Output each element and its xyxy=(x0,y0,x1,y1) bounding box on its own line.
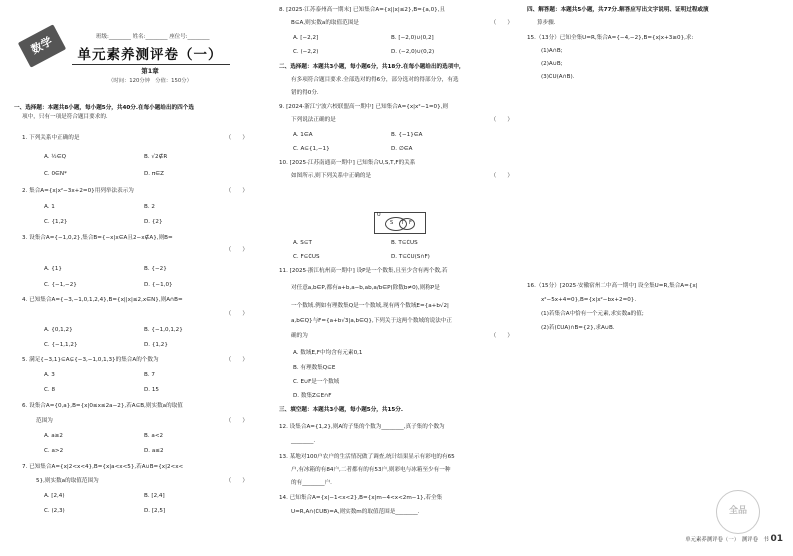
venn-label-f: F xyxy=(409,220,412,226)
option-c: C. 8 xyxy=(44,387,56,393)
option-d: D. {−1,0} xyxy=(144,282,173,288)
question-7-cont: 5},则实数a的取值范围为 xyxy=(36,478,99,484)
option-d: D. (−2,0)∪(0,2) xyxy=(391,49,435,55)
option-b: B. [2,4] xyxy=(144,493,165,499)
section-1-heading: 一、选择题：本题共8小题，每小题5分，共40分.在每小题给出的四个选 xyxy=(14,105,194,111)
answer-paren: （ ） xyxy=(225,135,248,141)
question-8-cont: B⊆A,则实数a的取值范围是 xyxy=(291,20,359,26)
option-d: D. ∅∈A xyxy=(391,146,413,152)
question-11-cont: 确的为 xyxy=(291,333,308,339)
page-number: 01 xyxy=(770,534,783,544)
question-16-cont: x²−5x+4=0},B={x|x²−bx+2=0}. xyxy=(541,297,637,303)
venn-label-t: T xyxy=(401,220,405,226)
answer-paren: （ ） xyxy=(490,173,513,179)
chapter-label: 第1章 xyxy=(141,67,159,75)
question-14: 14. 已知集合A={x|−1<x<2},B={x|m−4<x<2m−1},若全集 xyxy=(279,495,443,501)
answer-paren: （ ） xyxy=(225,418,248,424)
option-c: C. 0∈N* xyxy=(44,171,67,177)
question-16: 16.（15分）[2025·安徽宿州二中高一期中] 设全集U=R,集合A={x| xyxy=(527,283,698,289)
option-b: B. 有理数集Q⊆E xyxy=(293,365,336,371)
page-title: 单元素养测评卷（一） xyxy=(77,47,223,63)
question-14-cont: U=R,A∩(∁UB)=A,则实数m的取值范围是________. xyxy=(291,509,420,515)
option-b: B. [−2,0)∪(0,2] xyxy=(391,35,434,41)
question-15-part-1: (1)A∩B; xyxy=(541,48,563,54)
question-7: 7. 已知集合A={x|2<x<4},B={x|a<x<5},若A∪B={x|2<x< xyxy=(22,464,184,470)
option-d: D. 15 xyxy=(144,387,159,393)
option-d: D. {1,2} xyxy=(144,342,168,348)
question-11: 11. [2025·浙江杭州高一期中] 设P是一个数集,且至少含有两个数,若 xyxy=(279,268,448,274)
title-divider xyxy=(72,64,230,65)
option-a: A. {0,1,2} xyxy=(44,327,73,333)
question-9-cont: 下列说法正确的是 xyxy=(291,117,336,123)
section-3-heading: 三、填空题：本题共3小题，每小题5分，共15分. xyxy=(279,407,403,413)
question-15: 15.（13分）已知全集U=R,集合A={−4,−2},B={x|x+3≥0},求: xyxy=(527,35,694,41)
question-6: 6. 设集合A={0,a},B={x|0≤x≤2a−2},若A⊆B,则实数a的取值 xyxy=(22,403,183,409)
option-a: A. ½∈Q xyxy=(44,154,66,160)
option-d: D. π∈Z xyxy=(144,171,164,177)
venn-label-u: U xyxy=(377,212,381,218)
question-9: 9. [2024·浙江宁波六校联盟高一期中] 已知集合A={x|x²−1=0},则 xyxy=(279,104,449,110)
option-b: B. T⊆∁US xyxy=(391,240,418,246)
section-4-heading-cont: 算步骤. xyxy=(537,20,556,26)
section-2-heading-cont: 有多项符合题目要求.全部选对的得6分，部分选对的得部分分，有选 xyxy=(291,77,459,83)
answer-paren: （ ） xyxy=(490,117,513,123)
answer-paren: （ ） xyxy=(490,333,513,339)
question-8: 8. [2025·江苏泰州高一期末] 已知集合A={x||x|≤2},B={a,0},且 xyxy=(279,7,446,13)
option-c: C. E∪F是一个数域 xyxy=(293,379,340,385)
question-15-part-3: (3)∁U(A∩B). xyxy=(541,74,575,80)
option-b: B. 2 xyxy=(144,204,155,210)
option-b: B. {−2} xyxy=(144,266,167,272)
question-12-cont: ________. xyxy=(291,438,316,444)
option-c: C. {−1,−2} xyxy=(44,282,77,288)
option-d: D. [2,5] xyxy=(144,508,166,514)
option-d: D. a≤2 xyxy=(144,448,164,454)
venn-label-s: S xyxy=(390,220,394,226)
answer-paren: （ ） xyxy=(225,478,248,484)
option-c: C. {1,2} xyxy=(44,219,68,225)
student-info-line: 班级:________ 姓名:________ 座位号:________ xyxy=(96,34,210,40)
option-c: C. F⊆∁US xyxy=(293,254,320,260)
question-16-part-1: (1)若集合A中恰有一个元素,求实数a的值; xyxy=(541,311,644,317)
option-d: D. {2} xyxy=(144,219,163,225)
option-b: B. {−1}∈A xyxy=(391,132,423,138)
question-11-cont: 一个数域.例如有理数集Q是一个数域,现有两个数域E={a+b√2| xyxy=(291,303,449,309)
answer-paren: （ ） xyxy=(225,311,248,317)
page-footer xyxy=(685,533,783,546)
option-b: B. √2∉R xyxy=(144,154,168,160)
section-1-heading-cont: 项中，只有一项是符合题目要求的. xyxy=(22,114,108,120)
question-6-cont: 范围为 xyxy=(36,418,53,424)
question-13-cont: 的有________户. xyxy=(291,480,332,486)
question-13: 13. 某地对100户农户的生活情况做了调查,统计结果显示有彩电的有65 xyxy=(279,454,455,460)
answer-paren: （ ） xyxy=(490,20,513,26)
option-a: A. 3 xyxy=(44,372,55,378)
option-a: A. S⊆T xyxy=(293,240,312,246)
option-c: C. a>2 xyxy=(44,448,64,454)
option-c: C. A⊆{1,−1} xyxy=(293,146,330,152)
answer-paren: （ ） xyxy=(225,357,248,363)
question-1: 1. 下列关系中正确的是 xyxy=(22,135,80,141)
question-11-cont: a,b∈Q}与F={a+b√3|a,b∈Q},下列关于这两个数域的说法中正 xyxy=(291,318,453,324)
option-a: A. 1 xyxy=(44,204,55,210)
question-10: 10. [2025·江苏南通高一期中] 已知集合U,S,T,F的关系 xyxy=(279,160,416,166)
footer-text: 单元素养测评卷（一） 测评卷 书 xyxy=(685,537,769,543)
question-3: 3. 设集合A={−1,0,2},集合B={−x|x∈A且2−x∉A},则B= xyxy=(22,235,173,241)
question-4: 4. 已知集合A={−3,−1,0,1,2,4},B={x||x|≤2,x∈N},则A∩B= xyxy=(22,297,183,303)
question-5: 5. 满足{−3,1}⊆A⊊{−3,−1,0,1,3}的集合A的个数为 xyxy=(22,357,159,363)
option-a: A. [−2,2] xyxy=(293,35,319,41)
question-2: 2. 集合A={x|x²−3x+2=0}用列举法表示为 xyxy=(22,188,134,194)
option-a: A. 数域E,F中均含有元素0,1 xyxy=(293,350,363,356)
question-11-cont: 对任意a,b∈P,都有a+b,a−b,ab,a/b∈P(除数b≠0),则称P是 xyxy=(291,285,440,291)
question-13-cont: 户,有冰箱的有84户,二者都有的有53户,则彩电与冰箱至少有一种 xyxy=(291,467,451,473)
answer-paren: （ ） xyxy=(225,188,248,194)
section-4-heading: 四、解答题：本题共5小题，共77分.解答应写出文字说明、证明过程或演 xyxy=(527,7,709,13)
option-a: A. 1∈A xyxy=(293,132,313,138)
question-10-cont: 如图所示,则下列关系中正确的是 xyxy=(291,173,372,179)
option-c: C. (−2,2) xyxy=(293,49,319,55)
option-d: D. T⊆∁U(S∩F) xyxy=(391,254,430,260)
option-a: A. a≥2 xyxy=(44,433,63,439)
option-d: D. 数集Z⊆E∩F xyxy=(293,393,332,399)
option-b: B. {−1,0,1,2} xyxy=(144,327,183,333)
subject-badge: 数学 xyxy=(18,24,66,68)
question-16-part-2: (2)若(∁UA)∩B={2},求A∪B. xyxy=(541,325,615,331)
venn-diagram xyxy=(374,212,426,234)
option-a: A. [2,4) xyxy=(44,493,65,499)
question-15-part-2: (2)A∪B; xyxy=(541,61,563,67)
option-c: C. {−1,1,2} xyxy=(44,342,78,348)
section-2-heading: 二、选择题：本题共3小题，每小题6分，共18分.在每小题给出的选项中， xyxy=(279,64,465,70)
option-a: A. {1} xyxy=(44,266,62,272)
option-b: B. 7 xyxy=(144,372,155,378)
answer-paren: （ ） xyxy=(225,247,248,253)
watermark-stamp: 全品 xyxy=(716,490,760,534)
exam-meta: （时间：120分钟 分值：150分） xyxy=(108,78,192,84)
section-2-heading-cont: 错的得0分. xyxy=(291,90,319,96)
option-c: C. (2,3) xyxy=(44,508,65,514)
question-12: 12. 设集合A={1,2},则A的子集的个数为________,真子集的个数为 xyxy=(279,424,445,430)
option-b: B. a<2 xyxy=(144,433,164,439)
